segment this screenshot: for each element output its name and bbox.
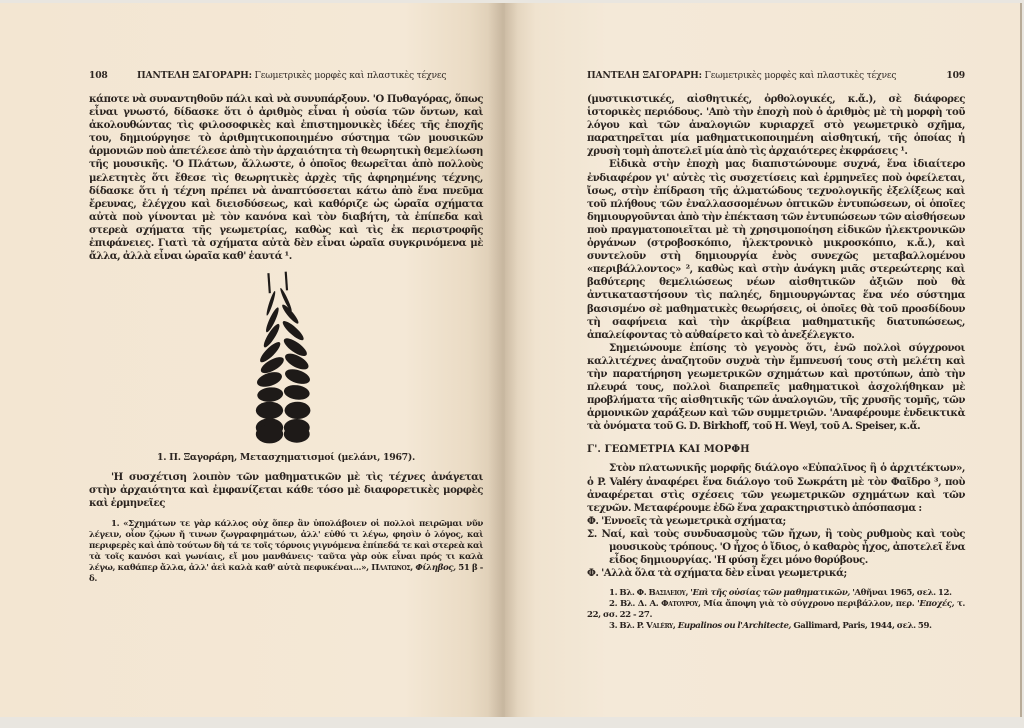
footnote-title: Eupalinos ou l'Architecte, <box>677 621 792 632</box>
right-page-number: 109 <box>946 70 965 81</box>
right-body-text-2 <box>587 462 965 580</box>
figure-blob <box>284 426 310 443</box>
footnote-title: 'Εποχές, <box>917 599 955 610</box>
footnote <box>587 599 965 621</box>
footnote-title: 'Επὶ τῆς οὐσίας τῶν μαθηματικῶν, <box>690 588 850 599</box>
figure-blob <box>256 402 283 419</box>
left-page-number: 108 <box>89 70 108 81</box>
footnote-1-text: 1. «Σχημάτων τε γὰρ κάλλος οὐχ ὅπερ ἂν ὑπολάβοιεν οἱ πολλοὶ πειρῶμαι νῦν λέγειν, οἷον ζῴων ἤ τινων ζωγραφημάτων, ἀλλ' εὐθύ τι λέγω, φησὶν ὁ λόγος, καὶ περιφερὲς καὶ ἀπὸ τούτων δὴ τά τε τοῖς τόρνοις γιγνόμενα ἐπίπεδά τε καὶ στερεὰ καὶ τὰ τοῖς κανόσι καὶ γωνίαις, εἴ μου μανθάνεις· ταῦτα γὰρ οὐκ εἶναι πρός τι καλὰ λέγω, καθάπερ ἄλλα, ἀλλ' ἀεὶ καλὰ καθ' αὑτὰ πεφυκέναι...», <box>89 518 483 573</box>
dialogue <box>587 515 965 580</box>
footnote-suffix: τ. 22, σσ. 22 - 27. <box>587 599 965 621</box>
footnote-title-plain: Μία ἄποψη γιὰ τὸ σύγχρονο περιβάλλον, περ. <box>703 599 915 610</box>
figure-container <box>89 271 483 447</box>
footnote-1 <box>89 519 483 585</box>
figure-stroke <box>267 273 271 293</box>
footnote-author: Valéry, <box>646 621 676 632</box>
figure-stroke <box>255 370 284 390</box>
left-body-text-2 <box>89 471 483 510</box>
footnote <box>587 621 965 632</box>
footnote-prefix: 2. Βλ. Δ. Α. <box>609 599 659 610</box>
right-footnotes <box>587 588 965 632</box>
footnote-1-ref: 51 β - δ. <box>89 562 483 584</box>
left-running-head <box>89 70 483 82</box>
right-paragraph-3: Σημειώνουμε ἐπίσης τὸ γεγονὸς ὅτι, ἐνῶ πολλοὶ σύγχρονοι καλλιτέχνες ἀναζητοῦν συχνὰ τὴν ἔμπνευσή τους στὴ μελέτη καὶ τὴν παρατήρηση γεωμετρικῶν σχημάτων καὶ προτύπων, ἀπὸ τὴν πλευρά τους, πολλοὶ διαπρεπεῖς μαθηματικοὶ ἀσχολήθηκαν μὲ προβλήματα τῆς αἰσθητικῆς τῶν ἀναλογιῶν, τῆς χρυσῆς τομῆς, τῶν ἁρμονικῶν χαράξεων καὶ τῶν συμμετριῶν. 'Αναφέρουμε ἐνδεικτικὰ τὰ ὀνόματα τοῦ G. D. Birkhoff, τοῦ H. Weyl, τοῦ A. Speiser, κ.ἄ. <box>587 341 965 433</box>
left-paragraph-1: κάποτε νὰ συναντηθοῦν πάλι καὶ νὰ συνυπάρξουν. 'Ο Πυθαγόρας, ὅπως εἶναι γνωστό, δίδασκε ὅτι ὁ ἀριθμὸς εἶναι ἡ οὐσία τῶν ὄντων, καὶ ἀκολουθώντας τὶς φιλοσοφικὲς καὶ ἐπιστημονικὲς ἰδέες τῆς ἐποχῆς του, δημιούργησε τὸ ἀριθμητικοποιημένο σύστημα τῶν μουσικῶν ἁρμονιῶν ποὺ ἀπετέλεσε ἀπὸ τὴν ἀρχαιότητα τὴ θεωρητικὴ θεμελίωση τῆς μουσικῆς. 'Ο Πλάτων, ἄλλωστε, ὁ ὁποῖος θεωρεῖται ἀπὸ πολλοὺς μελετητὲς ὅτι ἔθεσε τὶς θεωρητικὲς ἀρχὲς τῆς ἀφηρημένης τέχνης, δίδασκε ὅτι ἡ τέχνη πρέπει νὰ ἀναπτύσσεται κάτω ἀπὸ ἕνα πνεῦμα ἔρευνας, ἐλέγχου καὶ διεισδύσεως, καὶ καθόριζε ὡς ὡραῖα σχήματα αὐτὰ ποὺ γίνονται μὲ τὸν κανόνα καὶ τὸν διαβήτη, τὰ ἐπίπεδα καὶ στερεὰ σχήματα τῆς γεωμετρίας, καθὼς καὶ τὶς ἐκ περιστροφῆς ἐπιφάνειες. Γιατὶ τὰ σχήματα αὐτὰ δὲν εἶναι ὡραῖα συγκρινόμενα μὲ ἄλλα, ἀλλὰ εἶναι ὡραῖα καθ' ἑαυτά ¹. <box>89 93 483 263</box>
right-body-text <box>587 93 965 433</box>
figure-ink-drawing <box>250 271 322 447</box>
left-footnotes <box>89 519 483 585</box>
footnote-1-work: Φίληβος, <box>415 562 456 573</box>
right-head-author: ΠΑΝΤΕΛΗ ΞΑΓΟΡΑΡΗ: <box>587 70 702 81</box>
figure-stroke <box>285 272 288 291</box>
figure-blob <box>257 386 284 403</box>
left-page-column <box>89 70 483 585</box>
right-running-head <box>587 70 965 82</box>
figure-stroke <box>280 319 306 343</box>
right-head-title: Γεωμετρικὲς μορφὲς καὶ πλαστικὲς τέχνες <box>704 70 897 81</box>
footnote-prefix: 3. Βλ. P. <box>609 621 644 632</box>
figure-blob <box>285 402 311 419</box>
right-paragraph-1: (μυστικιστικές, αἰσθητικές, ὀρθολογικές, κ.ἄ.), σὲ διάφορες ἱστορικὲς περιόδους. 'Απὸ τὴν ἐποχὴ ποὺ ὁ ἀριθμὸς μὲ τὴ μορφὴ τοῦ λόγου καὶ τῶν ἀναλογιῶν κυριαρχεῖ στὸ γεωμετρικὸ σχῆμα, παρατηρεῖται μία μαθηματικοποιημένη αἰσθητική, τῆς ὁποίας ἡ χρυσὴ τομὴ ἀποτελεῖ μία ἀπὸ τὶς ἀρχαιότερες ἐκφράσεις ¹. <box>587 93 965 158</box>
footnote-prefix: 1. Βλ. Φ. <box>609 588 647 599</box>
right-page-column <box>587 70 965 632</box>
figure-blob <box>283 384 311 402</box>
left-head-title: Γεωμετρικὲς μορφὲς καὶ πλαστικὲς τέχνες <box>254 70 447 81</box>
dialogue-line: Φ. 'Εννοεῖς τὰ γεωμετρικὰ σχήματα; <box>587 514 786 527</box>
footnote-author: Φατουρου, <box>661 599 701 610</box>
footnote-suffix: 'Αθῆναι 1965, σελ. 12. <box>852 588 952 599</box>
footnote-author: Βασιλειου, <box>648 588 689 599</box>
dialogue-line: Σ. Ναί, καὶ τοὺς συνδυασμοὺς τῶν ἤχων, ἢ τοὺς ρυθμοὺς καὶ τοὺς μουσικοὺς τρόπους. 'Ο ἦχος ὁ ἴδιος, ὁ καθαρὸς ἦχος, ἀποτελεῖ ἕνα εἶδος δημιουργίας. 'Η φύση ἔχει μόνο θορύβους. <box>587 527 965 567</box>
right-paragraph-2: Εἰδικὰ στὴν ἐποχὴ μας διαπιστώνουμε συχνά, ἕνα ἰδιαίτερο ἐνδιαφέρον γι' αὐτὲς τὶς συσχετίσεις καὶ ἑρμηνεῖες ποὺ ὀφείλεται, ἴσως, στὴν ἐπίδραση τῆς ἀλματώδους τεχνολογικῆς ἐξελίξεως καὶ τοῦ πλήθους τῶν ἐναλλασσομένων ὀπτικῶν ἐντυπώσεων, οἱ ὁποῖες δημιουργοῦνται ἀπὸ τὴν ἐπέκταση τῶν ἐντυπώσεων τῶν αἰσθήσεων ποὺ πραγματοποιεῖται μὲ τὴ χρησιμοποίηση εἰδικῶν ἠλεκτρονικῶν ὀργάνων (στροβοσκόπιο, ἠλεκτρονικὸ μικροσκόπιο, κ.ἄ.), καὶ συντελοῦν στὴ δημιουργία ἑνὸς συνεχῶς μεταβαλλομένου «περιβάλλοντος» ², καθὼς καὶ στὴν ἀνάγκη μιᾶς στερεώτερης καὶ βαθύτερης θεμελιώσεως νέων αἰσθητικῶν ἀξιῶν ποὺ θὰ ἀντικαταστήσουν τὶς παληές, δημιουργώντας ἕνα νέο σύστημα βασισμένο σὲ μαθηματικὲς θεωρήσεις, οἱ ὁποῖες θὰ τοῦ προσδίδουν τὴ σαφήνεια καὶ τὴν ἀκρίβεια μαθηματικῆς διατυπώσεως, ἀπαλείφοντας τὸ αὐθαίρετο καὶ τὸ ἀνεξέλεγκτο. <box>587 158 965 341</box>
dialogue-line: Φ. 'Αλλὰ ὅλα τὰ σχήματα δὲν εἶναι γεωμετρικά; <box>587 567 847 580</box>
left-head-author: ΠΑΝΤΕΛΗ ΞΑΓΟΡΑΡΗ: <box>137 70 252 81</box>
footnote <box>587 588 965 599</box>
section-heading: Γ'. ΓΕΩΜΕΤΡΙΑ ΚΑΙ ΜΟΡΦΗ <box>587 444 750 456</box>
right-paragraph-4: Στὸν πλατωνικῆς μορφῆς διάλογο «Εὐπαλῖνος ἢ ὁ ἀρχιτέκτων», ὁ P. Valéry ἀναφέρει ἕνα διάλογο τοῦ Σωκράτη μὲ τὸν Φαῖδρο ³, ποὺ ἀναφέρεται στὶς σχέσεις τῶν γεωμετρικῶν σχημάτων καὶ τῶν τεχνῶν. Μεταφέρουμε ἐδῶ ἕνα χαρακτηριστικὸ ἀπόσπασμα : <box>587 462 965 514</box>
figure-blob <box>256 425 283 444</box>
left-paragraph-2: 'Η συσχέτιση λοιπὸν τῶν μαθηματικῶν μὲ τὶς τέχνες ἀνάγεται στὴν ἀρχαιότητα καὶ ἐμφανίζεται κάθε τόσο μὲ διαφορετικὲς μορφὲς καὶ ἑρμηνεῖες <box>89 471 483 510</box>
left-body-text <box>89 93 483 263</box>
figure-caption: 1. Π. Ξαγοράρη, Μετασχηματισμοί (μελάνι, 1967). <box>157 452 415 464</box>
figure-stroke <box>283 367 312 387</box>
footnote-1-author: Πλατωνος, <box>371 562 413 573</box>
footnote-suffix: Gallimard, Paris, 1944, σελ. 59. <box>793 621 932 632</box>
